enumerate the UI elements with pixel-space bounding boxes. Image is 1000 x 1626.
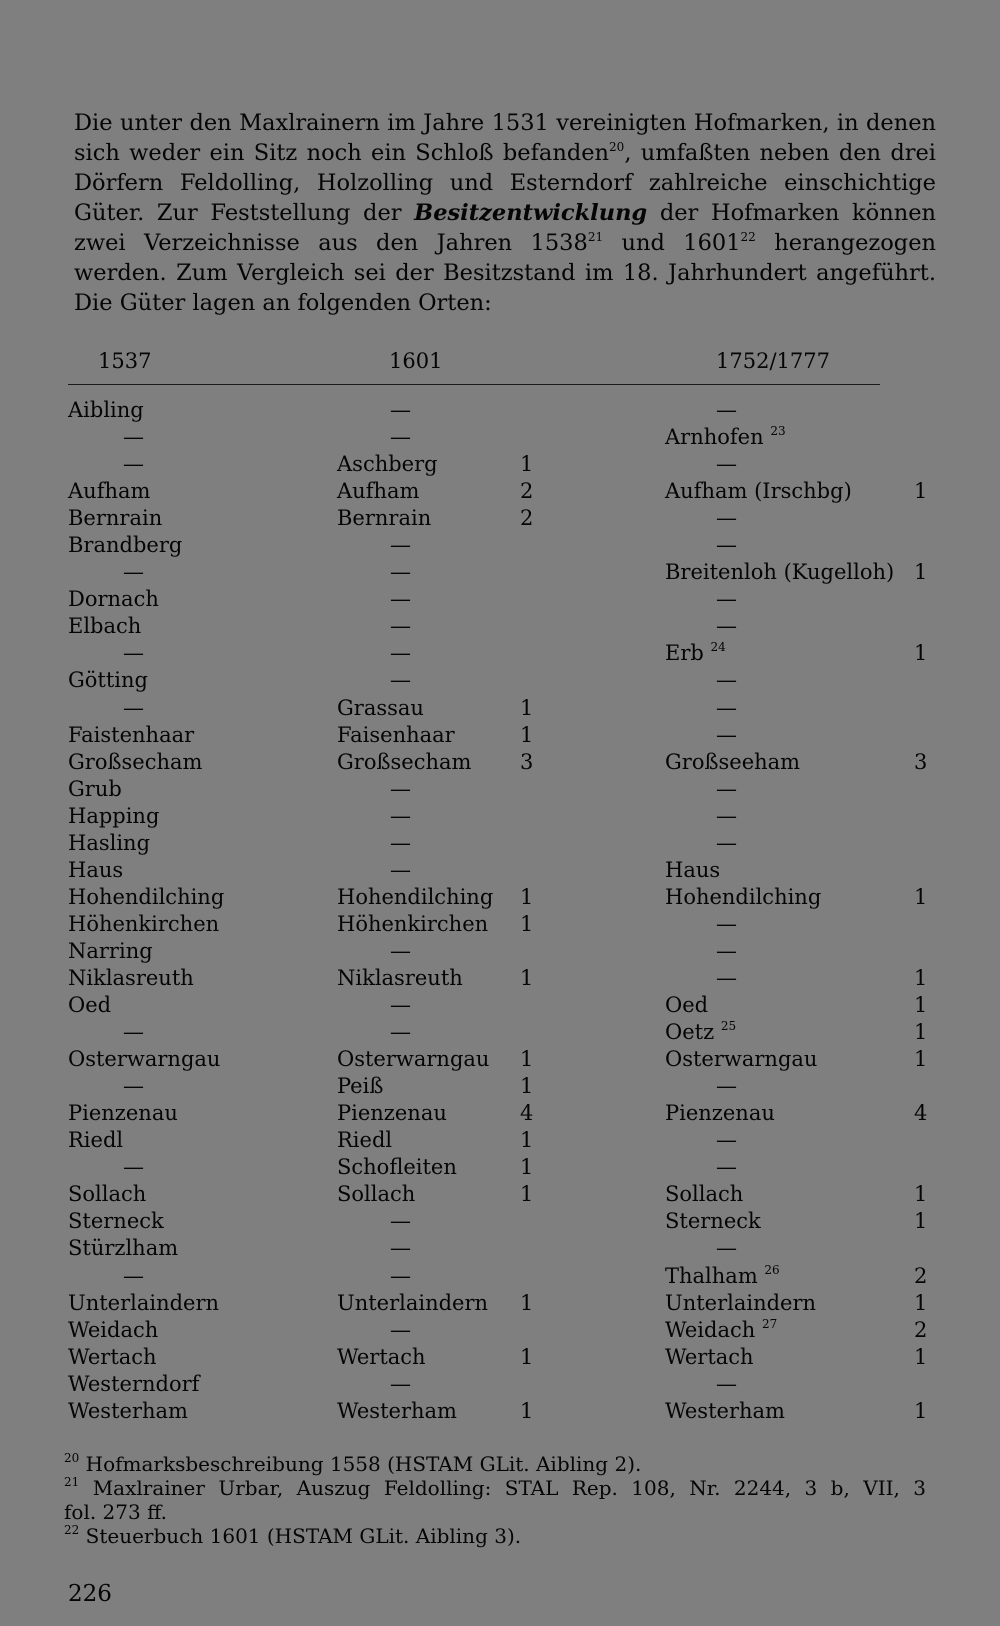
places-table: [0, 397, 1000, 1425]
place-1537: —: [123, 695, 144, 720]
place-1537: Hasling: [68, 830, 151, 855]
place-1601: Sollach: [337, 1182, 416, 1207]
count-1601: 1: [520, 1344, 534, 1369]
footnote-21: [64, 1476, 926, 1500]
place-1752-1777: Unterlaindern: [665, 1290, 817, 1315]
table-row: [0, 613, 1000, 640]
table-row: [0, 803, 1000, 830]
table-row: [0, 722, 1000, 749]
count-1601: 1: [520, 1074, 534, 1099]
count-1752-1777: 1: [914, 1209, 928, 1234]
place-1601: Faisenhaar: [337, 722, 455, 747]
place-1601: —: [390, 803, 411, 828]
place-1601: —: [390, 1371, 411, 1396]
intro-paragraph: [74, 108, 936, 318]
place-1752-1777: —: [716, 911, 737, 936]
place-1601: —: [390, 560, 411, 585]
footnote-ref-21[interactable]: 21: [587, 230, 604, 244]
place-1752-1777: —: [716, 587, 737, 612]
place-1601: —: [390, 776, 411, 801]
place-1601: Bernrain: [337, 506, 432, 531]
place-1752-1777: —: [716, 830, 737, 855]
place-1537: Großsecham: [68, 749, 203, 774]
count-1752-1777: 1: [914, 1047, 928, 1072]
count-1601: 1: [520, 1128, 534, 1153]
place-1537: Aufham: [68, 479, 151, 504]
table-row: [0, 1398, 1000, 1425]
place-1537: Westerham: [68, 1398, 188, 1423]
table-row: [0, 1344, 1000, 1371]
count-1601: 1: [520, 965, 534, 990]
place-1537: Brandberg: [68, 533, 183, 558]
count-1752-1777: 1: [914, 1290, 928, 1315]
place-1752-1777: —: [716, 1128, 737, 1153]
count-1601: 1: [520, 1047, 534, 1072]
count-1752-1777: 3: [914, 749, 928, 774]
place-1752-1777: Weidach $^{27}$: [665, 1316, 778, 1342]
place-1537: Höhenkirchen: [68, 911, 220, 936]
place-1752-1777: Sterneck: [665, 1209, 761, 1234]
place-1752-1777: —: [716, 1236, 737, 1261]
place-1752-1777: Breitenloh (Kugelloh): [665, 560, 895, 585]
footnote-ref-22[interactable]: 22: [740, 230, 756, 244]
intro-text-2: , umfaßten neben den drei Dörfern Feldolling, Holzolling und Esterndorf zahlreiche einschichtige Güter. Zur Feststellung der: [74, 140, 936, 226]
footnote-text: Steuerbuch 1601 (HSTAM GLit. Aibling 3).: [85, 1524, 522, 1548]
place-1752-1777: —: [716, 506, 737, 531]
place-1752-1777: Thalham $^{26}$: [665, 1262, 780, 1288]
place-1537: Pienzenau: [68, 1101, 178, 1126]
place-1537: Hohendilching: [68, 884, 225, 909]
place-1537: Sollach: [68, 1182, 147, 1207]
count-1601: 1: [520, 722, 534, 747]
page-number: 226: [68, 1581, 112, 1607]
count-1601: 1: [520, 1398, 534, 1423]
place-1752-1777: —: [716, 1074, 737, 1099]
place-1752-1777: —: [716, 614, 737, 639]
place-1537: Unterlaindern: [68, 1290, 220, 1315]
count-1601: 1: [520, 911, 534, 936]
count-1601: 2: [520, 479, 534, 504]
table-row: [0, 1127, 1000, 1154]
table-row: [0, 1046, 1000, 1073]
count-1601: 1: [520, 884, 534, 909]
place-1601: Schofleiten: [337, 1155, 457, 1180]
place-1601: —: [390, 1317, 411, 1342]
place-1752-1777: —: [716, 776, 737, 801]
column-header-1601: 1601: [389, 349, 443, 373]
place-1601: Aufham: [337, 479, 420, 504]
place-1537: Sterneck: [68, 1209, 164, 1234]
place-1752-1777: —: [716, 803, 737, 828]
table-row: [0, 1208, 1000, 1235]
table-row: [0, 667, 1000, 694]
table-row: [0, 424, 1000, 451]
table-row: [0, 586, 1000, 613]
footnote-number: 21: [64, 1475, 80, 1489]
count-1601: 1: [520, 452, 534, 477]
place-1601: Großsecham: [337, 749, 472, 774]
table-row: [0, 1100, 1000, 1127]
table-row: [0, 1073, 1000, 1100]
place-1601: Westerham: [337, 1398, 457, 1423]
place-1537: Dornach: [68, 587, 159, 612]
header-rule: [68, 384, 880, 385]
count-1752-1777: 1: [914, 884, 928, 909]
count-1752-1777: 1: [914, 1398, 928, 1423]
count-1752-1777: 1: [914, 641, 928, 666]
place-1752-1777: Hohendilching: [665, 884, 822, 909]
place-1752-1777: Großseeham: [665, 749, 801, 774]
table-row: [0, 992, 1000, 1019]
place-1752-1777: —: [716, 1155, 737, 1180]
table-row: [0, 695, 1000, 722]
table-row: [0, 532, 1000, 559]
place-1537: Riedl: [68, 1128, 124, 1153]
table-row: [0, 938, 1000, 965]
table-row: [0, 1181, 1000, 1208]
table-row: [0, 1371, 1000, 1398]
place-1537: —: [123, 1074, 144, 1099]
count-1601: 2: [520, 506, 534, 531]
place-1537: Narring: [68, 938, 153, 963]
count-1752-1777: 1: [914, 479, 928, 504]
table-row: [0, 857, 1000, 884]
place-1537: Oed: [68, 993, 112, 1018]
place-1537: Niklasreuth: [68, 965, 194, 990]
footnote-ref[interactable]: 27: [761, 1316, 778, 1331]
table-row: [0, 830, 1000, 857]
place-1601: —: [390, 857, 411, 882]
count-1601: 1: [520, 1155, 534, 1180]
footnote-ref[interactable]: 26: [764, 1262, 780, 1277]
place-1601: —: [390, 614, 411, 639]
table-row: [0, 1290, 1000, 1317]
count-1601: 1: [520, 1182, 534, 1207]
footnotes: [64, 1452, 926, 1548]
footnote-ref[interactable]: 23: [770, 424, 786, 439]
count-1752-1777: 1: [914, 993, 928, 1018]
column-header-1752-1777: 1752/1777: [716, 349, 830, 373]
footnote-number: 20: [64, 1451, 80, 1465]
intro-text-3: der Hofmarken können zwei Verzeichnisse aus den Jahren 1538: [74, 200, 936, 256]
place-1537: Happing: [68, 803, 160, 828]
footnote-20: [64, 1452, 926, 1476]
table-row: [0, 1154, 1000, 1181]
intro-text-1: Die unter den Maxlrainern im Jahre 1531 vereinigten Hofmarken, in denen sich weder ein Sitz noch ein Schloß befanden: [74, 110, 936, 166]
footnote-ref[interactable]: 24: [710, 640, 726, 655]
place-1601: Osterwarngau: [337, 1047, 490, 1072]
table-row: [0, 397, 1000, 424]
place-1537: —: [123, 1263, 144, 1288]
column-header-1537: 1537: [98, 349, 152, 373]
place-1601: Niklasreuth: [337, 965, 463, 990]
place-1601: Peiß: [337, 1074, 384, 1099]
place-1537: Aibling: [68, 398, 144, 422]
table-row: [0, 1263, 1000, 1290]
count-1752-1777: 2: [914, 1317, 928, 1342]
place-1752-1777: Westerham: [665, 1398, 785, 1423]
place-1537: —: [123, 641, 144, 666]
place-1752-1777: Sollach: [665, 1182, 744, 1207]
place-1601: —: [390, 993, 411, 1018]
place-1537: Westerndorf: [68, 1371, 200, 1396]
footnote-text: Hofmarksbeschreibung 1558 (HSTAM GLit. Aibling 2).: [85, 1452, 642, 1476]
place-1752-1777: Oed: [665, 993, 709, 1018]
place-1752-1777: —: [716, 1371, 737, 1396]
place-1601: —: [390, 830, 411, 855]
place-1601: —: [390, 533, 411, 558]
footnote-number: 22: [64, 1523, 80, 1537]
table-row: [0, 559, 1000, 586]
table-row: [0, 884, 1000, 911]
place-1601: —: [390, 641, 411, 666]
place-1752-1777: Pienzenau: [665, 1101, 775, 1126]
place-1752-1777: Wertach: [665, 1344, 754, 1369]
table-row: [0, 749, 1000, 776]
table-row: [0, 776, 1000, 803]
place-1752-1777: Oetz $^{25}$: [665, 1019, 737, 1045]
place-1752-1777: —: [716, 722, 737, 747]
table-row: [0, 478, 1000, 505]
footnote-ref[interactable]: 25: [720, 1019, 737, 1034]
place-1752-1777: Arnhofen $^{23}$: [665, 424, 786, 450]
footnote-text: fol. 273 ff.: [64, 1500, 167, 1524]
table-row: [0, 911, 1000, 938]
count-1752-1777: 2: [914, 1263, 928, 1288]
place-1537: Haus: [68, 857, 124, 882]
count-1752-1777: 1: [914, 965, 928, 990]
place-1752-1777: Erb $^{24}$: [665, 640, 726, 666]
place-1537: —: [123, 560, 144, 585]
place-1752-1777: —: [716, 452, 737, 477]
place-1601: —: [390, 1209, 411, 1234]
place-1752-1777: Osterwarngau: [665, 1047, 818, 1072]
table-row: [0, 1019, 1000, 1046]
place-1752-1777: —: [716, 695, 737, 720]
place-1601: —: [390, 668, 411, 693]
intro-text-4: und 1601: [603, 230, 741, 256]
count-1752-1777: 1: [914, 1182, 928, 1207]
place-1752-1777: —: [716, 398, 737, 422]
place-1537: —: [123, 1155, 144, 1180]
count-1601: 1: [520, 1290, 534, 1315]
intro-text-5: herangezogen werden. Zum Vergleich sei der Besitzstand im 18. Jahrhundert angeführt. Die Güter lagen an folgenden Orten:: [74, 230, 937, 316]
place-1537: Weidach: [68, 1317, 159, 1342]
table-row: [0, 640, 1000, 667]
table-row: [0, 505, 1000, 532]
place-1537: Bernrain: [68, 506, 163, 531]
table-row: [0, 1235, 1000, 1262]
place-1601: Höhenkirchen: [337, 911, 489, 936]
place-1601: Pienzenau: [337, 1101, 447, 1126]
intro-emphasis: Besitzentwicklung: [414, 200, 648, 226]
place-1537: Götting: [68, 668, 148, 693]
footnote-text: Maxlrainer Urbar, Auszug Feldolling: STAL Rep. 108, Nr. 2244, 3 b, VII, 3: [92, 1476, 926, 1500]
place-1752-1777: —: [716, 668, 737, 693]
place-1601: Unterlaindern: [337, 1290, 489, 1315]
place-1601: Riedl: [337, 1128, 393, 1153]
count-1601: 3: [520, 749, 534, 774]
place-1752-1777: Haus: [665, 857, 721, 882]
count-1752-1777: 1: [914, 1344, 928, 1369]
place-1601: Hohendilching: [337, 884, 494, 909]
place-1601: Aschberg: [337, 452, 438, 477]
count-1752-1777: 4: [914, 1101, 928, 1126]
place-1601: Wertach: [337, 1344, 426, 1369]
place-1537: Faistenhaar: [68, 722, 195, 747]
place-1537: Wertach: [68, 1344, 157, 1369]
table-row: [0, 451, 1000, 478]
count-1752-1777: 1: [914, 560, 928, 585]
place-1537: Stürzlham: [68, 1236, 179, 1261]
place-1752-1777: —: [716, 965, 737, 990]
footnote-22: [64, 1524, 926, 1548]
count-1601: 4: [520, 1101, 534, 1126]
place-1537: —: [123, 452, 144, 477]
footnote-ref-20[interactable]: 20: [609, 140, 625, 154]
table-row: [0, 1317, 1000, 1344]
place-1752-1777: —: [716, 938, 737, 963]
count-1601: 1: [520, 695, 534, 720]
place-1601: —: [390, 587, 411, 612]
place-1752-1777: Aufham (Irschbg): [665, 479, 852, 504]
place-1601: —: [390, 1020, 411, 1045]
place-1601: —: [390, 425, 411, 450]
count-1752-1777: 1: [914, 1020, 928, 1045]
place-1601: Grassau: [337, 695, 424, 720]
place-1601: —: [390, 398, 411, 422]
place-1537: Osterwarngau: [68, 1047, 221, 1072]
table-row: [0, 965, 1000, 992]
footnote-21-continuation: [64, 1500, 926, 1524]
place-1601: —: [390, 938, 411, 963]
place-1537: Grub: [68, 776, 122, 801]
place-1537: —: [123, 1020, 144, 1045]
place-1601: —: [390, 1236, 411, 1261]
place-1537: Elbach: [68, 614, 142, 639]
place-1601: —: [390, 1263, 411, 1288]
place-1537: —: [123, 425, 144, 450]
place-1752-1777: —: [716, 533, 737, 558]
